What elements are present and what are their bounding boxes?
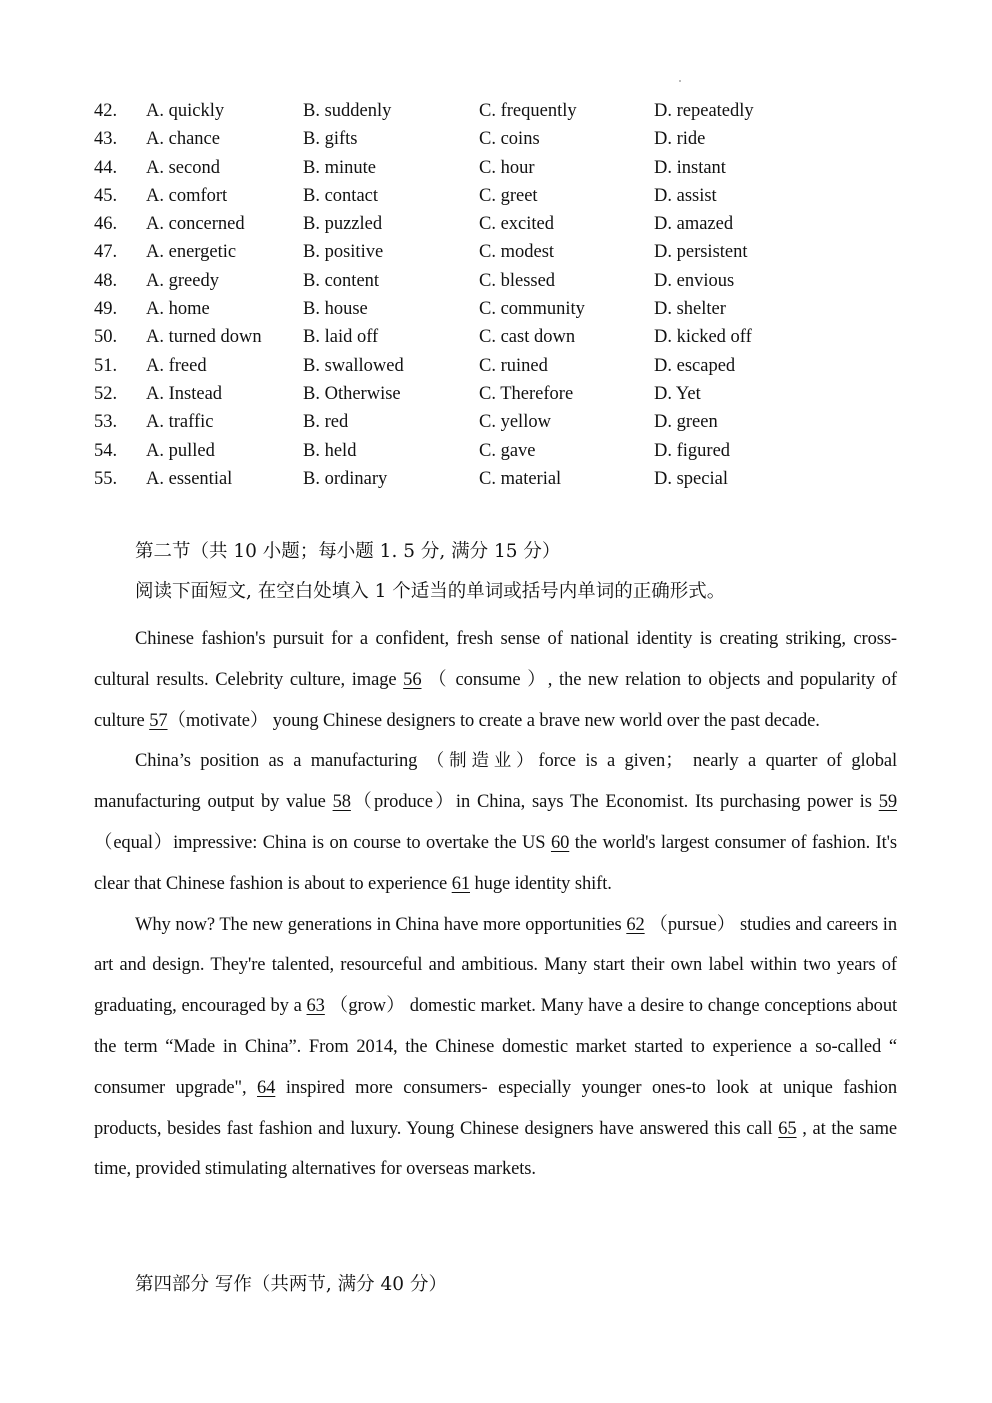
option-c[interactable]: C. Therefore (479, 383, 574, 404)
option-c[interactable]: C. blessed (479, 270, 556, 291)
option-a[interactable]: A. Instead (146, 383, 223, 404)
blank-64[interactable]: 64 (257, 1077, 276, 1098)
paragraph-2 (94, 741, 897, 904)
option-row (94, 380, 914, 408)
option-d[interactable]: D. assist (654, 185, 717, 206)
option-a[interactable]: A. freed (146, 355, 207, 376)
option-c[interactable]: C. hour (479, 157, 535, 178)
option-a[interactable]: A. concerned (146, 214, 245, 235)
option-c[interactable]: C. coins (479, 129, 540, 150)
question-number: 54. (94, 440, 118, 461)
option-row (94, 352, 914, 380)
text: （produce）in China, says The Economist. Its purchasing power is (350, 792, 879, 813)
question-number: 51. (94, 355, 118, 376)
paragraph-3 (94, 905, 897, 1191)
option-b[interactable]: B. suddenly (303, 101, 392, 121)
passage (94, 619, 897, 1190)
option-d[interactable]: D. repeatedly (654, 101, 754, 121)
text: force is a given； nearly a quarter of global manufacturing output by value (94, 751, 898, 813)
option-row (94, 154, 914, 182)
option-b[interactable]: B. red (303, 412, 349, 433)
blank-59[interactable]: 59 (878, 792, 898, 813)
blank-63[interactable]: 63 (306, 996, 325, 1017)
text: huge identity shift. (470, 873, 612, 894)
option-row (94, 437, 914, 465)
option-a[interactable]: A. turned down (146, 327, 262, 348)
blank-57[interactable]: 57 (149, 710, 168, 731)
option-d[interactable]: D. special (654, 468, 728, 489)
text: （ consume ）, the new relation to objects and popularity of culture (94, 669, 897, 731)
paragraph-1 (94, 619, 897, 741)
chinese-gloss: （制造业） (426, 751, 539, 772)
option-a[interactable]: A. chance (146, 129, 220, 150)
option-a[interactable]: A. traffic (146, 412, 214, 433)
option-c[interactable]: C. community (479, 299, 585, 320)
question-number: 49. (94, 299, 118, 320)
option-a[interactable]: A. second (146, 157, 220, 178)
option-row (94, 182, 914, 210)
option-c[interactable]: C. greet (479, 185, 538, 206)
question-number: 50. (94, 327, 118, 348)
blank-61[interactable]: 61 (451, 873, 470, 894)
blank-65[interactable]: 65 (778, 1118, 797, 1139)
option-row (94, 238, 914, 266)
text: （pursue） studies and careers in art and design. They're talented, resourceful and ambitious. Many start their own label within two years of graduating, encouraged by a (94, 914, 897, 1017)
option-row (94, 97, 914, 125)
option-d[interactable]: D. Yet (654, 383, 701, 404)
text: Chinese fashion's pursuit for a confident, fresh sense of national identity is creating striking, cross-cultural results. Celebrity culture, image (94, 629, 897, 690)
option-row (94, 323, 914, 351)
option-a[interactable]: A. home (146, 299, 210, 320)
scan-mark (679, 80, 681, 82)
options-table (94, 97, 914, 493)
option-row (94, 125, 914, 153)
option-b[interactable]: B. held (303, 440, 357, 461)
option-c[interactable]: C. yellow (479, 412, 551, 433)
option-d[interactable]: D. persistent (654, 242, 748, 263)
question-number: 46. (94, 214, 118, 235)
section-heading: 第二节（共 10 小题；每小题 1. 5 分, 满分 15 分） (135, 541, 561, 562)
text: the world's largest consumer of fashion. It's clear that Chinese fashion is about to experience (94, 832, 897, 894)
option-d[interactable]: D. figured (654, 440, 731, 461)
question-number: 44. (94, 157, 118, 178)
blank-62[interactable]: 62 (626, 914, 645, 935)
blank-60[interactable]: 60 (550, 832, 570, 853)
option-d[interactable]: D. instant (654, 157, 726, 178)
option-b[interactable]: B. house (303, 299, 368, 320)
question-number: 47. (94, 242, 118, 263)
option-c[interactable]: C. excited (479, 214, 555, 235)
option-c[interactable]: C. frequently (479, 101, 577, 121)
option-b[interactable]: B. puzzled (303, 214, 383, 235)
question-number: 43. (94, 129, 118, 150)
question-number: 53. (94, 412, 118, 433)
option-c[interactable]: C. cast down (479, 327, 576, 348)
option-c[interactable]: C. gave (479, 440, 536, 461)
option-b[interactable]: B. content (303, 270, 380, 291)
option-a[interactable]: A. essential (146, 468, 233, 489)
option-d[interactable]: D. amazed (654, 214, 734, 235)
option-c[interactable]: C. modest (479, 242, 555, 263)
section-instruction: 阅读下面短文, 在空白处填入 1 个适当的单词或括号内单词的正确形式。 (135, 581, 726, 602)
option-b[interactable]: B. positive (303, 242, 384, 263)
option-d[interactable]: D. green (654, 412, 718, 433)
option-a[interactable]: A. pulled (146, 440, 215, 461)
option-row (94, 465, 914, 493)
question-number: 48. (94, 270, 118, 291)
text: （motivate） young Chinese designers to create a brave new world over the past decade. (167, 710, 820, 731)
option-b[interactable]: B. laid off (303, 327, 379, 348)
option-a[interactable]: A. greedy (146, 270, 219, 291)
option-c[interactable]: C. ruined (479, 355, 548, 376)
question-number: 55. (94, 468, 118, 489)
option-b[interactable]: B. minute (303, 157, 376, 178)
option-row (94, 408, 914, 436)
option-b[interactable]: B. gifts (303, 129, 358, 150)
blank-58[interactable]: 58 (332, 792, 351, 813)
question-number: 45. (94, 185, 118, 206)
text: , at the same time, provided stimulating alternatives for overseas markets. (94, 1118, 897, 1180)
option-a[interactable]: A. energetic (146, 242, 237, 263)
text: （grow） domestic market. Many have a desire to change conceptions about the term “Made in China”. From 2014, the Chinese domestic market started to experience a so-called “ consumer upgrade", (94, 996, 898, 1098)
option-b[interactable]: B. contact (303, 185, 379, 206)
option-b[interactable]: B. Otherwise (303, 383, 401, 404)
text: （equal）impressive: China is on course to overtake the US (94, 832, 551, 853)
text: inspired more consumers- especially younger ones-to look at unique fashion products, besides fast fashion and luxury. Young Chinese designers have answered this call (94, 1077, 897, 1139)
part-heading: 第四部分 写作（共两节, 满分 40 分） (135, 1274, 447, 1295)
option-b[interactable]: B. swallowed (303, 355, 404, 376)
option-d[interactable]: D. escaped (654, 355, 736, 376)
question-number: 52. (94, 383, 118, 404)
text: Why now? The new generations in China have more opportunities (135, 914, 627, 935)
option-c[interactable]: C. material (479, 468, 562, 489)
option-row (94, 210, 914, 238)
blank-56[interactable]: 56 (403, 669, 422, 690)
option-d[interactable]: D. shelter (654, 299, 726, 320)
option-d[interactable]: D. envious (654, 270, 735, 291)
option-row (94, 267, 914, 295)
option-a[interactable]: A. quickly (146, 101, 225, 121)
option-row (94, 295, 914, 323)
question-number: 42. (94, 101, 118, 121)
option-a[interactable]: A. comfort (146, 185, 228, 206)
option-b[interactable]: B. ordinary (303, 468, 388, 489)
option-d[interactable]: D. kicked off (654, 327, 752, 348)
text: China’s position as a manufacturing (135, 751, 427, 772)
option-d[interactable]: D. ride (654, 129, 706, 150)
